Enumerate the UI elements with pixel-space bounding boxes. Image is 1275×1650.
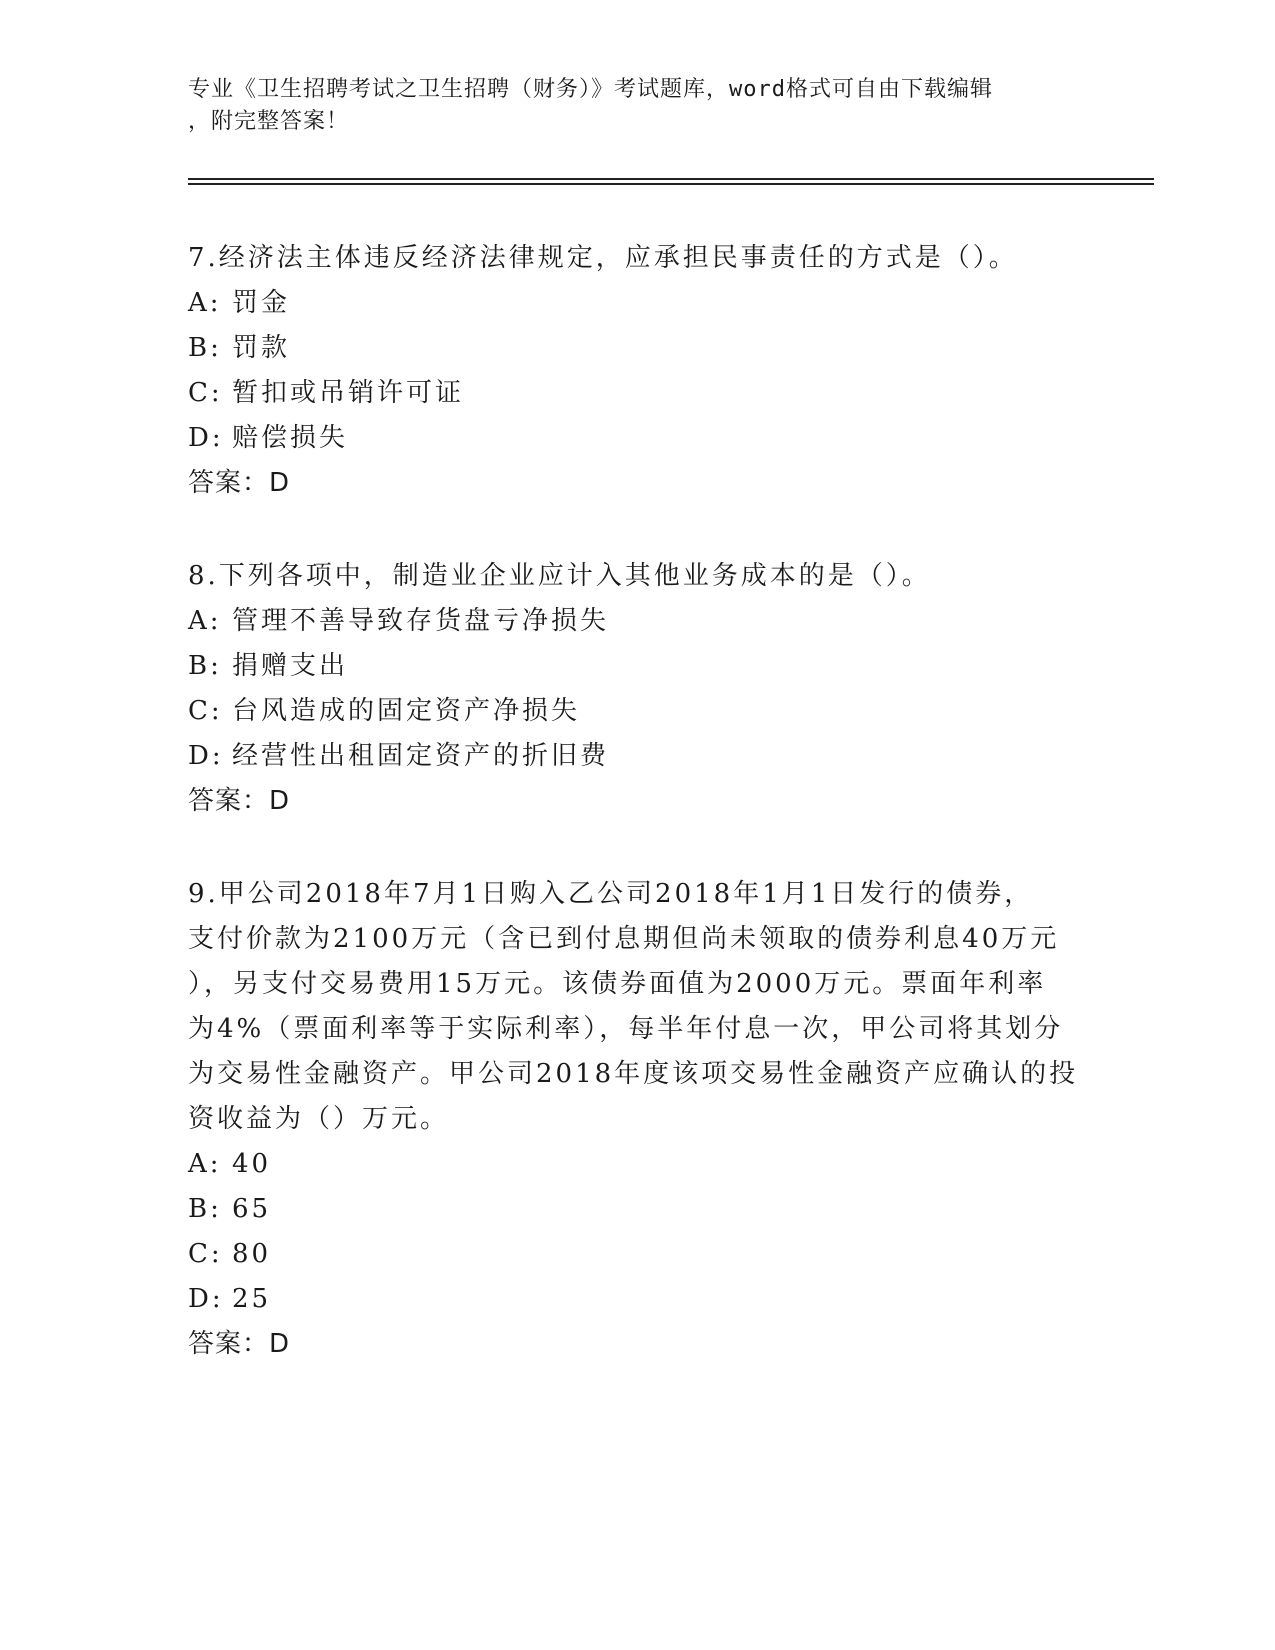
- question-7: [188, 236, 1088, 506]
- option-d: [188, 1277, 1088, 1322]
- option-a: [188, 1142, 1088, 1187]
- option-key: C:: [188, 378, 223, 408]
- option-key: D:: [188, 1284, 224, 1314]
- option-key: B:: [188, 651, 222, 681]
- option-key: A:: [188, 1149, 222, 1179]
- question-stem-line: 资收益为（）万元。: [188, 1104, 450, 1134]
- option-text: 管理不善导致存货盘亏净损失: [232, 606, 610, 636]
- option-b: [188, 326, 1088, 371]
- option-b: [188, 644, 1088, 689]
- option-c: [188, 371, 1088, 416]
- answer-line: 答案：D: [188, 468, 291, 498]
- option-key: A:: [188, 606, 222, 636]
- question-8: [188, 554, 1088, 824]
- option-text: 经营性出租固定资产的折旧费: [232, 741, 610, 771]
- option-key: A:: [188, 288, 222, 318]
- answer-line: 答案：D: [188, 786, 291, 816]
- question-stem-line: ），另支付交易费用15万元。该债券面值为2000万元。票面年利率: [188, 969, 1047, 999]
- option-key: D:: [188, 741, 224, 771]
- question-stem: 8.下列各项中，制造业企业应计入其他业务成本的是（）。: [188, 561, 931, 591]
- option-key: B:: [188, 1194, 222, 1224]
- header-divider-bottom: [188, 183, 1154, 185]
- option-c: [188, 689, 1088, 734]
- option-c: [188, 1232, 1088, 1277]
- answer-line: 答案：D: [188, 1329, 291, 1359]
- option-key: C:: [188, 1239, 223, 1269]
- option-d: [188, 734, 1088, 779]
- header-divider-top: [188, 178, 1154, 180]
- option-key: B:: [188, 333, 222, 363]
- option-d: [188, 416, 1088, 461]
- option-text: 25: [232, 1284, 272, 1314]
- option-text: 台风造成的固定资产净损失: [232, 696, 581, 726]
- option-key: D:: [188, 423, 224, 453]
- question-stem: 7.经济法主体违反经济法律规定，应承担民事责任的方式是（）。: [188, 243, 1018, 273]
- option-text: 40: [232, 1149, 272, 1179]
- option-text: 捐赠支出: [232, 651, 349, 681]
- option-b: [188, 1187, 1088, 1232]
- option-text: 赔偿损失: [232, 423, 349, 453]
- option-text: 65: [232, 1194, 272, 1224]
- question-stem-line: 为交易性金融资产。甲公司2018年度该项交易性金融资产应确认的投: [188, 1059, 1079, 1089]
- question-9: [188, 872, 1088, 1367]
- option-text: 罚金: [232, 288, 291, 318]
- option-text: 罚款: [232, 333, 291, 363]
- option-a: [188, 281, 1088, 326]
- option-text: 80: [232, 1239, 272, 1269]
- question-stem-line: 9.甲公司2018年7月1日购入乙公司2018年1月1日发行的债券，: [188, 879, 1034, 909]
- option-key: C:: [188, 696, 223, 726]
- header-line-1: 专业《卫生招聘考试之卫生招聘（财务）》考试题库，word格式可自由下载编辑: [188, 77, 993, 102]
- question-stem-line: 支付价款为2100万元（含已到付息期但尚未领取的债券利息40万元: [188, 924, 1060, 954]
- document-header: [188, 74, 1068, 138]
- question-stem-line: 为4%（票面利率等于实际利率），每半年付息一次，甲公司将其划分: [188, 1014, 1064, 1044]
- header-line-2: ，附完整答案！: [188, 109, 350, 134]
- option-a: [188, 599, 1088, 644]
- option-text: 暂扣或吊销许可证: [232, 378, 465, 408]
